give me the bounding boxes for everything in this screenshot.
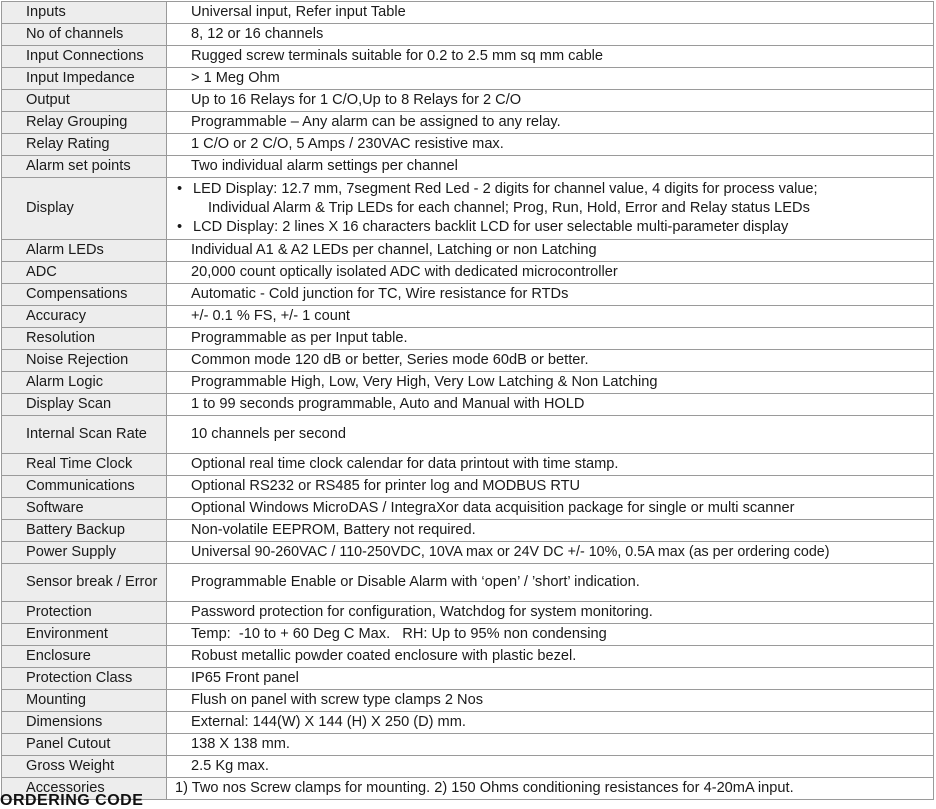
spec-value: Rugged screw terminals suitable for 0.2 to 2.5 mm sq mm cable bbox=[167, 46, 934, 68]
spec-value: Common mode 120 dB or better, Series mode 60dB or better. bbox=[167, 350, 934, 372]
spec-label: Software bbox=[2, 498, 167, 520]
spec-row-alarm-set-points bbox=[2, 156, 934, 178]
spec-label: Input Connections bbox=[2, 46, 167, 68]
spec-row-enclosure bbox=[2, 646, 934, 668]
spec-row-gross-weight bbox=[2, 756, 934, 778]
spec-label: Mounting bbox=[2, 690, 167, 712]
spec-value: IP65 Front panel bbox=[167, 668, 934, 690]
spec-row-relay-rating bbox=[2, 134, 934, 156]
spec-row-internal-scan-rate bbox=[2, 416, 934, 454]
spec-value: 1 to 99 seconds programmable, Auto and Manual with HOLD bbox=[167, 394, 934, 416]
spec-label: Accuracy bbox=[2, 306, 167, 328]
spec-label: Display bbox=[2, 178, 167, 240]
spec-row-input-impedance bbox=[2, 68, 934, 90]
spec-value: 1 C/O or 2 C/O, 5 Amps / 230VAC resistive max. bbox=[167, 134, 934, 156]
bullet-text-continued: Individual Alarm & Trip LEDs for each channel; Prog, Run, Hold, Error and Relay status LEDs bbox=[208, 200, 810, 216]
spec-row-alarm-leds bbox=[2, 240, 934, 262]
list-item bbox=[177, 180, 933, 218]
spec-row-display-scan bbox=[2, 394, 934, 416]
spec-value: 138 X 138 mm. bbox=[167, 734, 934, 756]
spec-label: ADC bbox=[2, 262, 167, 284]
spec-value: Universal 90-260VAC / 110-250VDC, 10VA max or 24V DC +/- 10%, 0.5A max (as per ordering code) bbox=[167, 542, 934, 564]
spec-label: Protection bbox=[2, 602, 167, 624]
spec-value: Robust metallic powder coated enclosure with plastic bezel. bbox=[167, 646, 934, 668]
spec-label: Protection Class bbox=[2, 668, 167, 690]
spec-row-power-supply bbox=[2, 542, 934, 564]
spec-label: Display Scan bbox=[2, 394, 167, 416]
spec-label: Relay Rating bbox=[2, 134, 167, 156]
spec-value: Password protection for configuration, Watchdog for system monitoring. bbox=[167, 602, 934, 624]
spec-value: Automatic - Cold junction for TC, Wire resistance for RTDs bbox=[167, 284, 934, 306]
spec-label: No of channels bbox=[2, 24, 167, 46]
spec-label: Gross Weight bbox=[2, 756, 167, 778]
spec-label: Alarm LEDs bbox=[2, 240, 167, 262]
spec-label: Input Impedance bbox=[2, 68, 167, 90]
spec-row-protection bbox=[2, 602, 934, 624]
spec-value: Universal input, Refer input Table bbox=[167, 2, 934, 24]
display-bullet-list bbox=[167, 180, 933, 237]
spec-row-real-time-clock bbox=[2, 454, 934, 476]
spec-value: Non-volatile EEPROM, Battery not required. bbox=[167, 520, 934, 542]
spec-label: Battery Backup bbox=[2, 520, 167, 542]
spec-value: 20,000 count optically isolated ADC with dedicated microcontroller bbox=[167, 262, 934, 284]
spec-row-display bbox=[2, 178, 934, 240]
section-heading-ordering-code: ORDERING CODE bbox=[0, 792, 144, 809]
spec-value: Flush on panel with screw type clamps 2 Nos bbox=[167, 690, 934, 712]
spec-value: 8, 12 or 16 channels bbox=[167, 24, 934, 46]
spec-label: Relay Grouping bbox=[2, 112, 167, 134]
spec-label: Sensor break / Error bbox=[2, 564, 167, 602]
spec-value: 2.5 Kg max. bbox=[167, 756, 934, 778]
spec-value: 10 channels per second bbox=[167, 416, 934, 454]
spec-row-mounting bbox=[2, 690, 934, 712]
spec-label: Power Supply bbox=[2, 542, 167, 564]
spec-row-output bbox=[2, 90, 934, 112]
spec-row-relay-grouping bbox=[2, 112, 934, 134]
spec-value: Individual A1 & A2 LEDs per channel, Latching or non Latching bbox=[167, 240, 934, 262]
spec-value: Optional RS232 or RS485 for printer log and MODBUS RTU bbox=[167, 476, 934, 498]
spec-row-dimensions bbox=[2, 712, 934, 734]
spec-value: Optional real time clock calendar for data printout with time stamp. bbox=[167, 454, 934, 476]
list-item bbox=[177, 218, 933, 237]
spec-value: Programmable as per Input table. bbox=[167, 328, 934, 350]
spec-label: Enclosure bbox=[2, 646, 167, 668]
spec-value: Optional Windows MicroDAS / IntegraXor data acquisition package for single or multi scanner bbox=[167, 498, 934, 520]
spec-label: Environment bbox=[2, 624, 167, 646]
spec-label: Compensations bbox=[2, 284, 167, 306]
spec-row-panel-cutout bbox=[2, 734, 934, 756]
spec-row-compensations bbox=[2, 284, 934, 306]
bullet-text: LED Display: 12.7 mm, 7segment Red Led - 2 digits for channel value, 4 digits for process value; bbox=[193, 181, 818, 197]
spec-row-sensor-break bbox=[2, 564, 934, 602]
spec-label: Resolution bbox=[2, 328, 167, 350]
spec-value: 1) Two nos Screw clamps for mounting. 2) 150 Ohms conditioning resistances for 4-20mA input. bbox=[167, 778, 934, 800]
spec-row-channels bbox=[2, 24, 934, 46]
spec-label: Noise Rejection bbox=[2, 350, 167, 372]
spec-value: +/- 0.1 % FS, +/- 1 count bbox=[167, 306, 934, 328]
spec-row-noise-rejection bbox=[2, 350, 934, 372]
spec-label: Dimensions bbox=[2, 712, 167, 734]
spec-label: Real Time Clock bbox=[2, 454, 167, 476]
spec-row-environment bbox=[2, 624, 934, 646]
spec-label: Accessories bbox=[2, 778, 167, 800]
spec-label: Output bbox=[2, 90, 167, 112]
spec-label: Inputs bbox=[2, 2, 167, 24]
spec-label: Panel Cutout bbox=[2, 734, 167, 756]
spec-value: Two individual alarm settings per channel bbox=[167, 156, 934, 178]
spec-value: > 1 Meg Ohm bbox=[167, 68, 934, 90]
spec-value: Up to 16 Relays for 1 C/O,Up to 8 Relays for 2 C/O bbox=[167, 90, 934, 112]
spec-table bbox=[1, 1, 934, 800]
spec-value: Programmable Enable or Disable Alarm with ‘open’ / ’short’ indication. bbox=[167, 564, 934, 602]
spec-label: Alarm set points bbox=[2, 156, 167, 178]
spec-value bbox=[167, 178, 934, 240]
spec-row-protection-class bbox=[2, 668, 934, 690]
spec-value: External: 144(W) X 144 (H) X 250 (D) mm. bbox=[167, 712, 934, 734]
spec-row-input-connections bbox=[2, 46, 934, 68]
spec-row-alarm-logic bbox=[2, 372, 934, 394]
spec-label: Communications bbox=[2, 476, 167, 498]
spec-row-software bbox=[2, 498, 934, 520]
spec-value: Temp: -10 to + 60 Deg C Max. RH: Up to 95% non condensing bbox=[167, 624, 934, 646]
spec-label: Internal Scan Rate bbox=[2, 416, 167, 454]
spec-value: Programmable High, Low, Very High, Very Low Latching & Non Latching bbox=[167, 372, 934, 394]
spec-row-battery-backup bbox=[2, 520, 934, 542]
spec-value: Programmable – Any alarm can be assigned to any relay. bbox=[167, 112, 934, 134]
spec-row-accuracy bbox=[2, 306, 934, 328]
spec-row-communications bbox=[2, 476, 934, 498]
spec-row-inputs bbox=[2, 2, 934, 24]
spec-row-adc bbox=[2, 262, 934, 284]
spec-row-resolution bbox=[2, 328, 934, 350]
bullet-text: LCD Display: 2 lines X 16 characters backlit LCD for user selectable multi-parameter display bbox=[193, 219, 789, 235]
spec-label: Alarm Logic bbox=[2, 372, 167, 394]
